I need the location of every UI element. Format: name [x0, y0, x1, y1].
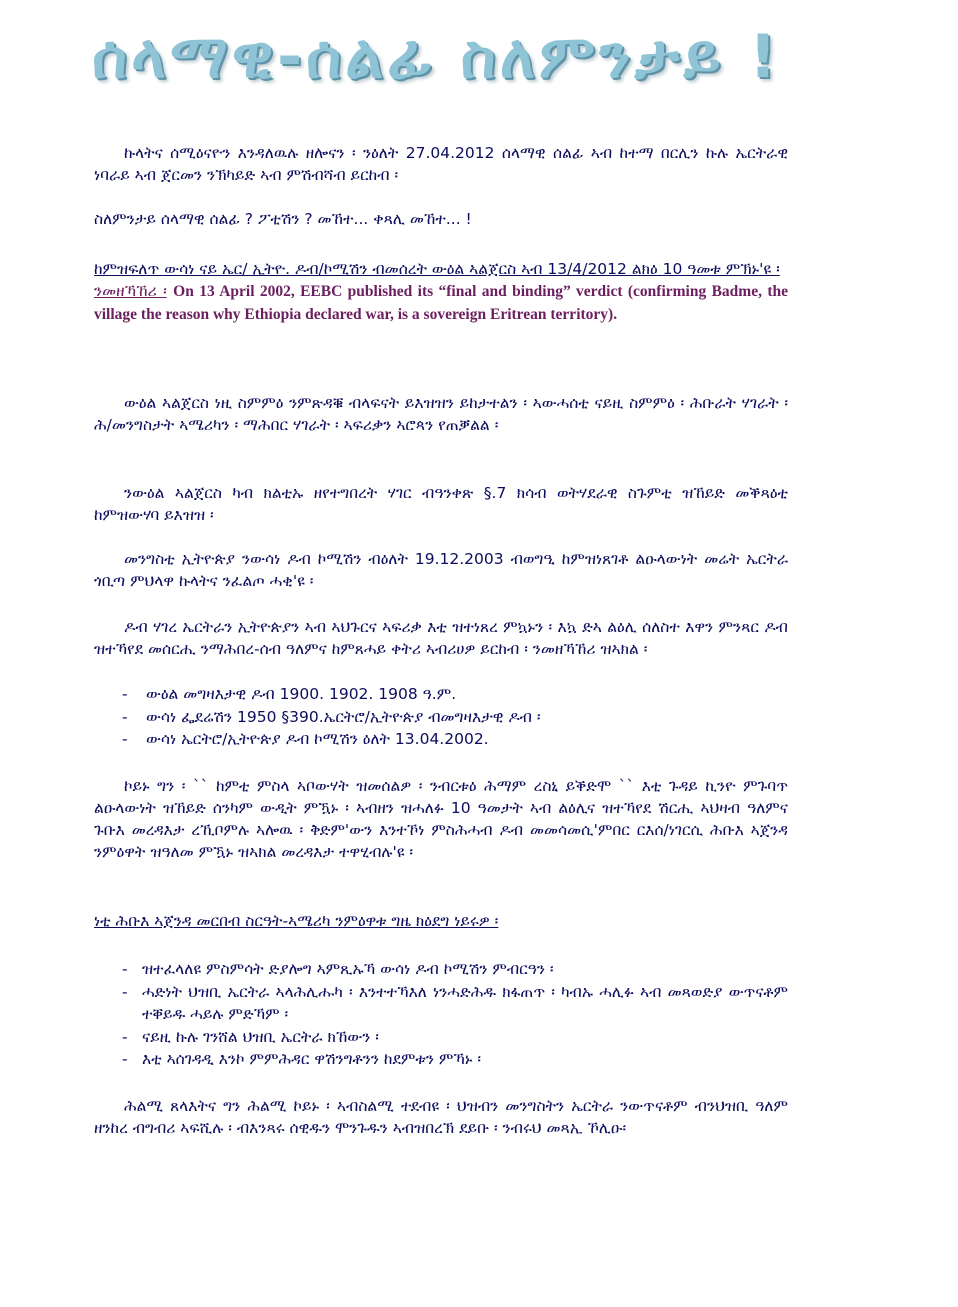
intro-paragraph: ኩላትና ሰሚዕናዮን እንዳለዉሉ ዘሎናን ፡ ንዕለት 27.04.2012 ሰላማዊ ሰልፊ ኣብ ከተማ በርሊን ኩሉ ኤርትራዊ ነባራይ ኣብ ጀርመን ንኽካይድ ኣብ ምሽብሻብ ይርከብ ፡	[94, 144, 788, 184]
agenda-heading: ነቲ ሕቡእ ኣጀንዳ መርበብ ስርዓት-ኣሜሪካ ንምዕዋቱ ግዜ ክዕደግ ነይሩዎ ፡	[94, 912, 499, 930]
article-7-paragraph: ንውዕል ኣልጀርስ ካብ ክልቲኡ ዘየተግበረት ሃገር ብዓንቀጽ §.7 ክሳብ ወትሃደራዊ ስጉምቲ ዝኸይድ መቕጻዕቲ ከምዝውሃባ ይእዝዝ ፡	[94, 484, 788, 524]
eebc-verdict-text: On 13 April 2002, EEBC published its “final and binding” verdict (confirming Badme, the village the reason why Ethiopia declared war, is a sovereign Eritrean territory).	[94, 283, 788, 323]
border-delimitation-paragraph: ዶብ ሃገረ ኤርትራን ኢትዮጵያን ኣብ ኣህጉርና ኣፍሪቃ እቲ ዝተነጸረ ምኳኑን ፡ እኳ ድኣ ልዕሊ ሰለስተ እዋን ምንጻር ዶብ ዝተኻየደ መሰርሒ ንማሕበረ-ሰብ ዓለምና ከምጸሓይ ቀትሪ ኣብሪሀዎ ይርከብ ፡ ንመዘኻኸሪ ዝኣክል ፡	[94, 618, 788, 658]
reminder-section	[94, 258, 788, 326]
closing-paragraph: ሕልሚ ጸላእትና ግን ሕልሚ ኮይኑ ፡ ኣብስልሚ ተደብዩ ፡ ህዝብን መንግስትን ኤርትራ ንውጥናቶም ብንህዝቢ ዓለም ዘንከረ ብግብሪ ኣፍሺሉ ፡ ብእንጻሩ ሰዊዱን ሞንጉዱን ኣብዝበረኽ ደይቡ ፡ ንብሩህ መጻኢ ኾሊዑ፡	[94, 1097, 788, 1137]
question-line: ስለምንታይ ሰላማዊ ሰልፊ ? ፖቲሽን ? መኸተ... ቀጻሊ መኸተ... !	[94, 210, 472, 228]
hidden-agenda-paragraph: ኮይኑ ግን ፡ `` ከምቲ ምስላ ኣቦውሃት ዝመሰልዎ ፡ ንብርቱዕ ሕማም ረስኒ ይቕድሞ `` እቲ ጉዳይ ኪንዮ ምጉባጥ ልዑላውነት ዝኸይድ ሰንካም ውዲት ምዃኑ ፡ ኣብዘን ዝሓለፉ 10 ዓመታት ኣብ ልዕሊና ዝተኻየደ ሽርሒ ኣህዛብ ዓለምና ጉቡእ መረዳእታ ረኺቦምሉ ኣሎዉ ፡ ቅድም'ውን እንተኾነ ምስሕሓብ ዶብ መመሳመሲ'ምበር ርእሰ/ነገርሲ ሕቡእ ኣጀንዳ ንምዕዋት ዝዓለመ ምዃኑ ዝኣክል መረዳእታ ተዋሂብሉ'ዩ ፡	[94, 777, 788, 861]
list-item: - ውሳነ ኤርትሮ/ኢትዮጵያ ዶብ ኮሚሽን ዕለት 13.04.2002.	[122, 730, 489, 748]
list-item: - ናይዚ ኩሉ ገንሸል ህዝቢ ኤርትራ ክኸውን ፡	[122, 1027, 379, 1046]
agenda-goals-list	[94, 958, 788, 1071]
list-item: - ዝተፈላለዩ ምስምሳት ድያሎግ ኣምጺኡኻ ውሳነ ዶብ ኮሚሽን ምብርዓን ፡	[122, 960, 554, 978]
reminder-label: ንመዘኻኸሪ ፡	[94, 282, 167, 300]
border-treaties-list	[94, 683, 788, 751]
document-title: ሰላማዊ-ሰልፊ ስለምንታይ !	[92, 22, 781, 92]
list-item: - ውሳነ ፌደሬሽን 1950 §390.ኤርትሮ/ኢትዮጵያ ብመግዛእታዊ ዶብ ፡	[122, 707, 541, 726]
reminder-heading: ከምዝፍለጥ ውሳነ ናይ ኤር/ ኢትዮ. ዶብ/ኮሚሽን ብመሰረት ውዕል ኣልጀርስ ኣብ 13/4/2012 ልክዕ 10 ዓመቱ ምኽኑ'ዩ ፡	[94, 260, 780, 278]
ethiopia-rejection-paragraph: መንግስቲ ኢትዮጵያ ንውሳነ ዶብ ኮሚሽን ብዕለት 19.12.2003 ብወግዒ ከምዝነጸገቶ ልዑላውነት መሬት ኤርትራ ጎቢጣ ምህላዋ ኩላትና ንፈልጦ ሓቂ'ዩ ፡	[94, 550, 788, 590]
list-item: - እቲ ኣሰገዳዲ እንኮ ምምሕዳር ዋሽንግቶንን ከደምቱን ምኻኑ ፡	[122, 1050, 481, 1068]
list-item: - ሓድነት ህዝቢ ኤርትራ ኣላሕሊሑካ ፡ እንተተኻእለ ነንሓድሕዱ ክፋጠጥ ፡ ካብኡ ሓሊፉ ኣብ መጻወድያ ውጥናቶም ተቐይዱ ሓይሉ ምድኻም ፡	[122, 982, 788, 1023]
list-item: - ውዕል መግዛእታዊ ዶብ 1900. 1902. 1908 ዓ.ም.	[122, 685, 457, 703]
algiers-agreement-paragraph: ውዕል ኣልጀርስ ነዚ ስምምዕ ንምጽዳቑ ብላፍናት ይእዝዝን ይከታተልን ፡ ኣውሓሰቲ ናይዚ ስምምዕ ፡ ሕቡራት ሃገራት ፡ ሕ/መንግስታት ኣሜሪካን ፡ ማሕበር ሃገራት ፡ ኣፍሪቃን ኣሮጳን የጠቓልል ፡	[94, 394, 788, 434]
